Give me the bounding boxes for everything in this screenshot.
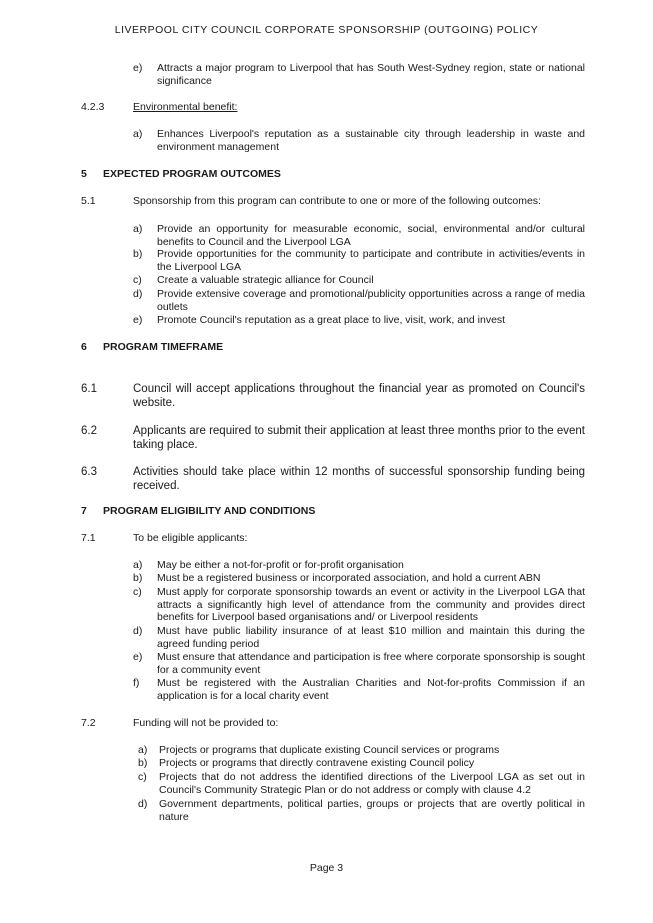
list-item: Provide extensive coverage and promotional/publicity opportunities across a range of media outlets bbox=[157, 288, 585, 313]
paragraph: Applicants are required to submit their application at least three months prior to the event taking place. bbox=[133, 425, 585, 451]
page-header: LIVERPOOL CITY COUNCIL CORPORATE SPONSORSHIP (OUTGOING) POLICY bbox=[114, 24, 539, 36]
list-letter: a) bbox=[138, 744, 148, 756]
section-number: 6.1 bbox=[81, 383, 97, 395]
list-letter: d) bbox=[133, 625, 143, 637]
list-letter: c) bbox=[138, 771, 147, 783]
list-letter: e) bbox=[133, 62, 143, 74]
list-letter: e) bbox=[133, 314, 143, 326]
paragraph: Sponsorship from this program can contribute to one or more of the following outcomes: bbox=[133, 195, 541, 207]
paragraph: Council will accept applications throughout the financial year as promoted on Council's website. bbox=[133, 383, 585, 409]
section-heading: PROGRAM ELIGIBILITY AND CONDITIONS bbox=[103, 505, 316, 517]
list-letter: a) bbox=[133, 128, 143, 140]
list-letter: d) bbox=[133, 288, 143, 300]
list-letter: b) bbox=[133, 572, 143, 584]
list-item: Must be a registered business or incorporated association, and hold a current ABN bbox=[157, 572, 541, 584]
section-number: 5 bbox=[81, 168, 87, 180]
list-letter: b) bbox=[133, 248, 143, 260]
list-item: Must have public liability insurance of at least $10 million and maintain this during the agreed funding period bbox=[157, 625, 585, 650]
list-item: Government departments, political parties, groups or projects that are overtly political in nature bbox=[159, 798, 585, 823]
list-item: Projects that do not address the identified directions of the Liverpool LGA as set out in Council's Community Strategic Plan or do not address or comply with clause 4.2 bbox=[159, 771, 585, 796]
section-number: 6.2 bbox=[81, 425, 97, 437]
paragraph: To be eligible applicants: bbox=[133, 532, 248, 544]
list-letter: b) bbox=[138, 757, 148, 769]
list-item: Projects or programs that directly contravene existing Council policy bbox=[159, 757, 475, 769]
paragraph: Activities should take place within 12 months of successful sponsorship funding being received. bbox=[133, 466, 585, 492]
list-item: Provide an opportunity for measurable economic, social, environmental and/or cultural benefits to Council and the Liverpool LGA bbox=[157, 223, 585, 248]
section-number: 5.1 bbox=[81, 195, 96, 207]
section-number: 6.3 bbox=[81, 466, 97, 478]
list-item: Enhances Liverpool's reputation as a sustainable city through leadership in waste and environment management bbox=[157, 128, 585, 153]
paragraph: Funding will not be provided to: bbox=[133, 717, 279, 729]
list-item: Must ensure that attendance and participation is free where corporate sponsorship is sought for a community event bbox=[157, 651, 585, 676]
section-number: 7.1 bbox=[81, 532, 96, 544]
list-item: Must be registered with the Australian Charities and Not-for-profits Commission if an application is for a local charity event bbox=[157, 677, 585, 702]
section-number: 6 bbox=[81, 341, 87, 353]
list-item: Provide opportunities for the community to participate and contribute in activities/events in the Liverpool LGA bbox=[157, 248, 585, 273]
section-heading: PROGRAM TIMEFRAME bbox=[103, 341, 224, 353]
list-item: Promote Council's reputation as a great place to live, visit, work, and invest bbox=[157, 314, 506, 326]
list-letter: d) bbox=[138, 798, 148, 810]
list-letter: c) bbox=[133, 586, 142, 598]
page-number: Page 3 bbox=[309, 862, 344, 874]
list-letter: f) bbox=[133, 677, 140, 689]
list-item: Projects or programs that duplicate existing Council services or programs bbox=[159, 744, 500, 756]
list-letter: c) bbox=[133, 274, 142, 286]
section-number: 4.2.3 bbox=[81, 101, 105, 113]
list-letter: e) bbox=[133, 651, 143, 663]
list-item: Attracts a major program to Liverpool that has South West-Sydney region, state or national significance bbox=[157, 62, 585, 87]
subsection-title: Environmental benefit: bbox=[133, 101, 238, 113]
list-item: Create a valuable strategic alliance for Council bbox=[157, 274, 374, 286]
list-letter: a) bbox=[133, 223, 143, 235]
section-number: 7 bbox=[81, 505, 87, 517]
section-heading: EXPECTED PROGRAM OUTCOMES bbox=[103, 168, 281, 180]
list-item: Must apply for corporate sponsorship towards an event or activity in the Liverpool LGA that attracts a significantly high level of attendance from the community and provides direct benefits for Liverpool based organisations and/ or Liverpool residents bbox=[157, 586, 585, 623]
section-number: 7.2 bbox=[81, 717, 96, 729]
list-letter: a) bbox=[133, 559, 143, 571]
list-item: May be either a not-for-profit or for-profit organisation bbox=[157, 559, 404, 571]
